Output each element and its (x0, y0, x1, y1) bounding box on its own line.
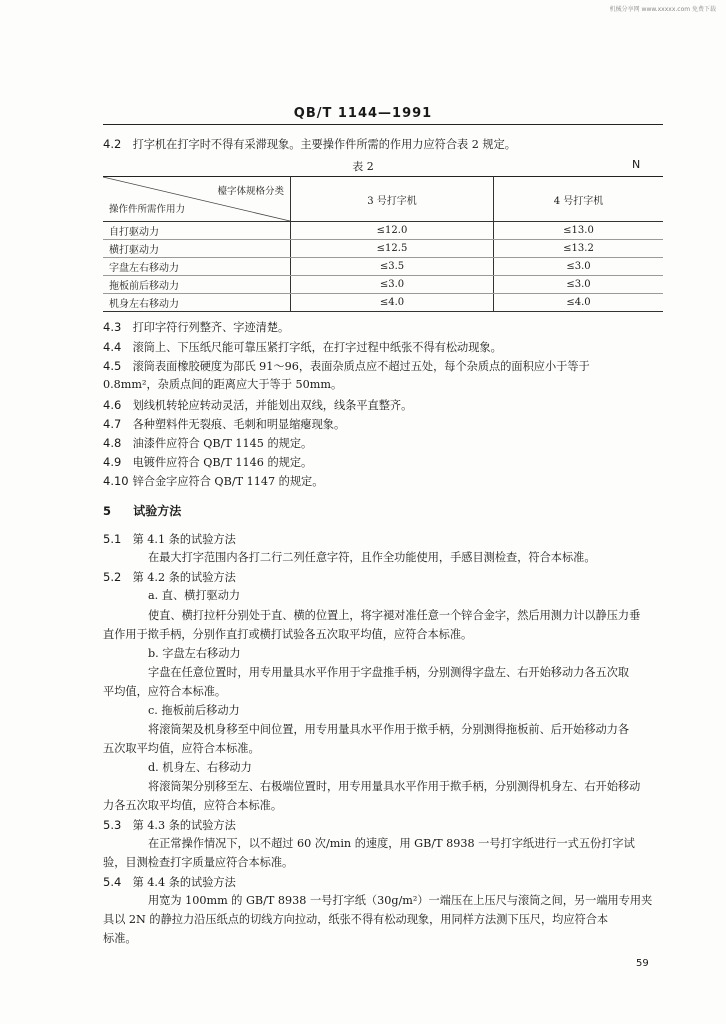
clause-text: 打印字符行列整齐、字迹清楚。 (132, 321, 290, 334)
clause-5-3-title (103, 816, 663, 835)
item-d-text: 将滚筒架分别移至左、右极端位置时，用专用量具水平作用于揿手柄，分别测得机身左、右开始移动 (148, 780, 641, 793)
clause-number: 5.2 (103, 570, 122, 584)
clause-title: 第 4.1 条的试验方法 (132, 533, 236, 546)
diagonal-header-cell (103, 177, 291, 222)
row-label: 自打驱动力 (103, 222, 291, 240)
item-label: d. (148, 761, 159, 774)
clause-number: 4.2 (103, 137, 122, 151)
table-row (103, 240, 663, 258)
clause-5-4-text: 用宽为 100mm 的 GB/T 8938 一号打字纸（30g/m²）一端压在上压尺与滚筒之间，另一端用专用夹 (148, 894, 653, 907)
value-3: ≤12.5 (291, 240, 494, 258)
clause-text: 油漆件应符合 QB/T 1145 的规定。 (132, 437, 313, 450)
clause-text: 划线机转轮应转动灵活，并能划出双线，线条平直整齐。 (132, 399, 413, 412)
clause-4-9 (103, 453, 663, 472)
item-label: c. (148, 704, 158, 717)
col-header-3: 3 号打字机 (291, 177, 494, 222)
item-d-text-cont: 力各五次取平均值，应符合本标准。 (103, 799, 283, 812)
table-header-row (103, 177, 663, 222)
section-5-title (103, 502, 181, 519)
section-title-text: 试验方法 (133, 504, 182, 518)
clause-text: 电镀件应符合 QB/T 1146 的规定。 (132, 456, 313, 469)
item-a-text-cont: 直作用于揿手柄，分别作直打或横打试验各五次取平均值，应符合本标准。 (103, 628, 473, 641)
value-4: ≤4.0 (494, 294, 664, 312)
item-title: 直、横打驱动力 (161, 589, 241, 602)
clause-number: 4.3 (103, 320, 122, 334)
item-title: 拖板前后移动力 (161, 704, 240, 717)
clause-5-4-text-cont: 具以 2N 的静拉力沿压纸点的切线方向拉动，纸张不得有松动现象，用同样方法测下压尺，均应符合本 (103, 913, 609, 926)
clause-title: 第 4.4 条的试验方法 (132, 876, 236, 889)
table-row (103, 276, 663, 294)
table-row (103, 294, 663, 312)
clause-5-1-title (103, 530, 663, 549)
clause-5-2-title (103, 568, 663, 587)
header-bottom-label: 操作件所需作用力 (109, 204, 186, 215)
clause-4-2 (103, 135, 663, 154)
header-top-label: 檯字体规格分类 (217, 186, 284, 197)
clause-5-4-title (103, 873, 663, 892)
item-title: 字盘左右移动力 (162, 647, 241, 660)
value-3: ≤4.0 (291, 294, 494, 312)
clause-title: 第 4.3 条的试验方法 (132, 819, 236, 832)
watermark: 机械分享网 www.xxxxx.com 免费下载 (609, 6, 716, 13)
clause-5-1-text: 在最大打字范围内各打二行二列任意字符，且作全功能使用，手感目测检查，符合本标准。 (148, 551, 596, 564)
row-label: 字盘左右移动力 (103, 258, 291, 276)
clause-number: 4.9 (103, 455, 122, 469)
item-c-text: 将滚筒架及机身移至中间位置，用专用量具水平作用于揿手柄，分别测得拖板前、后开始移动力各 (148, 723, 630, 736)
row-label: 机身左右移动力 (103, 294, 291, 312)
row-label: 拖板前后移动力 (103, 276, 291, 294)
clause-4-5 (103, 357, 663, 376)
clause-4-6 (103, 396, 663, 415)
value-3: ≤12.0 (291, 222, 494, 240)
clause-number: 5.3 (103, 818, 122, 832)
clause-number: 5.4 (103, 875, 122, 889)
item-label: a. (148, 589, 159, 602)
clause-4-7 (103, 415, 663, 434)
col-header-4: 4 号打字机 (494, 177, 664, 222)
value-4: ≤3.0 (494, 258, 664, 276)
clause-text: 滚筒表面橡胶硬度为邵氏 91～96，表面杂质点应不超过五处，每个杂质点的面积应小于等于 (132, 360, 590, 373)
clause-4-8 (103, 434, 663, 453)
clause-4-3 (103, 318, 663, 337)
clause-4-4 (103, 338, 663, 357)
row-label: 横打驱动力 (103, 240, 291, 258)
clause-5-4-text-end: 标准。 (103, 932, 137, 945)
clause-number: 4.10 (103, 474, 129, 488)
clause-number: 4.5 (103, 359, 122, 373)
item-a-text: 使直、横打拉杆分别处于直、横的位置上，将字褪对准任意一个锌合金字，然后用测力计以静压力垂 (148, 609, 641, 622)
item-b-text-cont: 平均值，应符合本标准。 (103, 685, 227, 698)
table-row (103, 222, 663, 240)
clause-number: 4.6 (103, 398, 122, 412)
table-caption: 表 2 (352, 160, 374, 173)
page-number: 59 (636, 958, 649, 969)
clause-number: 5.1 (103, 532, 122, 546)
header-rule (103, 124, 663, 125)
table-row (103, 258, 663, 276)
clause-4-5-cont: 0.8mm²，杂质点间的距离应大于等于 50mm。 (103, 378, 343, 391)
clause-text: 打字机在打字时不得有采滞现象。主要操作件所需的作用力应符合表 2 规定。 (132, 138, 516, 151)
item-b-text: 字盘在任意位置时，用专用量具水平作用于字盘推手柄，分别测得字盘左、右开始移动力各五次取 (148, 666, 630, 679)
clause-text: 各种塑料件无裂痕、毛刺和明显缩瘪现象。 (132, 418, 346, 431)
value-4: ≤13.0 (494, 222, 664, 240)
item-b-title (148, 645, 708, 663)
clause-number: 4.4 (103, 340, 122, 354)
clause-title: 第 4.2 条的试验方法 (132, 571, 236, 584)
value-4: ≤3.0 (494, 276, 664, 294)
force-table (103, 176, 663, 312)
item-c-title (148, 702, 708, 720)
clause-number: 4.7 (103, 417, 122, 431)
clause-text: 锌合金字应符合 QB/T 1147 的规定。 (132, 475, 324, 488)
item-d-title (148, 759, 708, 777)
clause-number: 4.8 (103, 436, 122, 450)
value-3: ≤3.0 (291, 276, 494, 294)
section-number: 5 (103, 504, 112, 518)
item-a-title (148, 587, 708, 605)
item-title: 机身左、右移动力 (162, 761, 252, 774)
table-unit: N (632, 158, 641, 171)
item-label: b. (148, 647, 159, 660)
clause-5-3-text: 在正常操作情况下，以不超过 60 次/min 的速度，用 GB/T 8938 一号打字纸进行一式五份打字试 (148, 837, 635, 850)
clause-4-10 (103, 472, 663, 491)
clause-text: 滚筒上、下压纸尺能可靠压紧打字纸，在打字过程中纸张不得有松动现象。 (132, 341, 502, 354)
standard-code-header: QB/T 1144—1991 (293, 106, 433, 121)
value-4: ≤13.2 (494, 240, 664, 258)
item-c-text-cont: 五次取平均值，应符合本标准。 (103, 742, 260, 755)
clause-5-3-text-cont: 验，目测检查打字质量应符合本标准。 (103, 856, 294, 869)
value-3: ≤3.5 (291, 258, 494, 276)
